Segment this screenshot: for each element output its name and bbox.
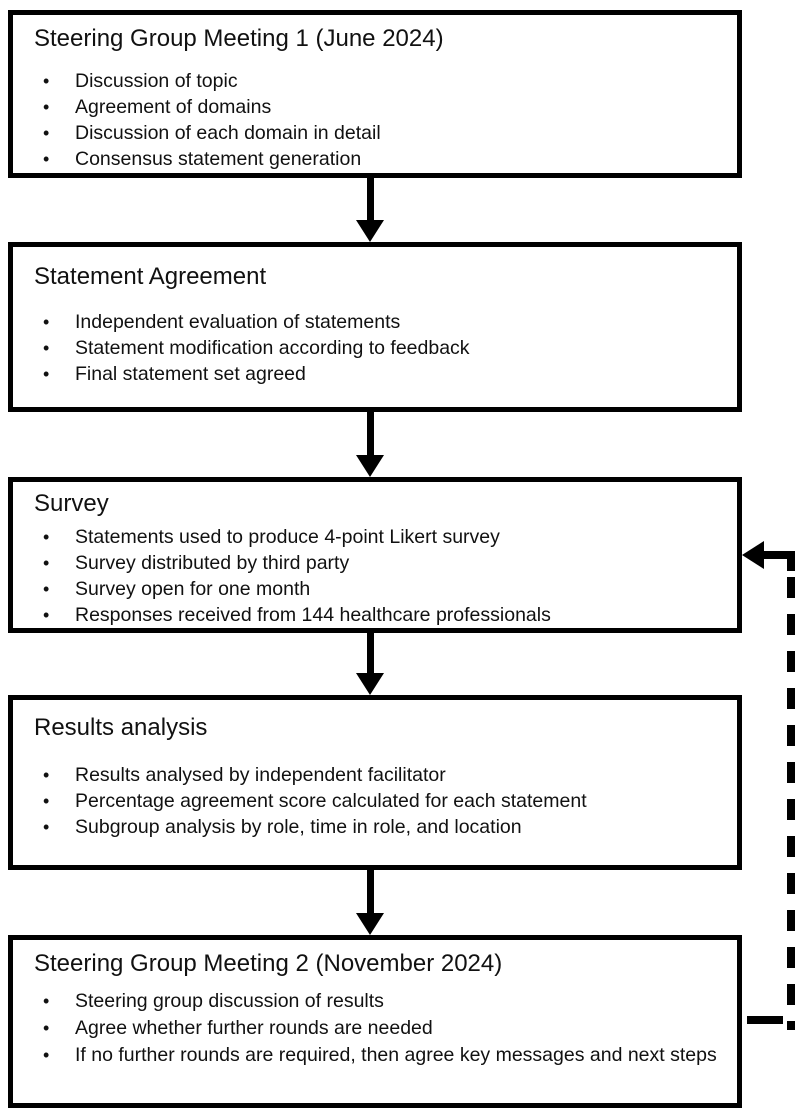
flow-arrow-down-2 <box>356 412 384 477</box>
bullet-item: • Percentage agreement score calculated for each statement <box>13 788 737 814</box>
box-title: Results analysis <box>34 714 208 741</box>
bullet-item: • Statements used to produce 4-point Likert survey <box>13 524 737 550</box>
box-title: Steering Group Meeting 1 (June 2024) <box>34 25 444 52</box>
bullet-item: • Agreement of domains <box>13 94 737 120</box>
flow-arrow-down-3 <box>356 633 384 695</box>
bullet-item: • Discussion of each domain in detail <box>13 120 737 146</box>
box-title: Steering Group Meeting 2 (November 2024) <box>34 950 503 977</box>
box-title: Statement Agreement <box>34 263 267 290</box>
arrow-head-down-icon <box>356 913 384 935</box>
box-title: Survey <box>34 490 109 517</box>
bullet-item: • Independent evaluation of statements <box>13 309 737 335</box>
bullet-item: • Steering group discussion of results <box>13 988 737 1015</box>
arrow-shaft <box>367 178 374 220</box>
bullet-item: • Results analysed by independent facilitator <box>13 762 737 788</box>
bullet-list <box>13 309 737 387</box>
bullet-item: • Agree whether further rounds are needed <box>13 1015 737 1042</box>
bullet-list <box>13 68 737 172</box>
arrow-shaft <box>367 633 374 673</box>
feedback-arrow-head-left-icon <box>742 541 764 569</box>
bullet-item: • Survey open for one month <box>13 576 737 602</box>
bullet-item: • Discussion of topic <box>13 68 737 94</box>
flowchart-box-statement-agreement <box>8 242 742 412</box>
bullet-item: • Responses received from 144 healthcare professionals <box>13 602 737 628</box>
flowchart-box-survey <box>8 477 742 633</box>
flowchart-box-steering-group-meeting-1 <box>8 10 742 178</box>
bullet-item: • If no further rounds are required, then agree key messages and next steps <box>13 1042 737 1069</box>
bullet-item: • Statement modification according to feedback <box>13 335 737 361</box>
flow-arrow-down-4 <box>356 870 384 935</box>
arrow-shaft <box>367 412 374 455</box>
feedback-line-vertical-dashed <box>787 577 795 1030</box>
bullet-item: • Final statement set agreed <box>13 361 737 387</box>
arrow-head-down-icon <box>356 673 384 695</box>
arrow-head-down-icon <box>356 455 384 477</box>
bullet-list <box>13 988 737 1069</box>
bullet-list <box>13 762 737 840</box>
bullet-list <box>13 524 737 628</box>
feedback-line-bottom-dash <box>747 1016 783 1024</box>
arrow-shaft <box>367 870 374 913</box>
flow-arrow-down-1 <box>356 178 384 242</box>
bullet-item: • Subgroup analysis by role, time in role, and location <box>13 814 737 840</box>
flowchart-box-results-analysis <box>8 695 742 870</box>
flowchart-box-steering-group-meeting-2 <box>8 935 742 1108</box>
bullet-item: • Survey distributed by third party <box>13 550 737 576</box>
feedback-line-top-corner <box>787 551 795 571</box>
bullet-item: • Consensus statement generation <box>13 146 737 172</box>
arrow-head-down-icon <box>356 220 384 242</box>
